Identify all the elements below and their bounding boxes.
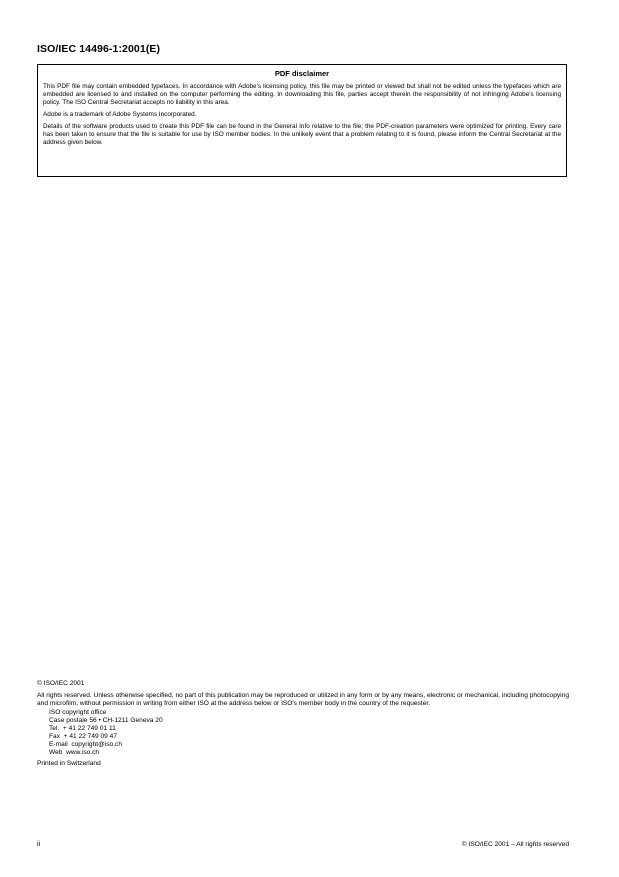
document-id-header: ISO/IEC 14496-1:2001(E) — [37, 43, 161, 55]
copyright-line: © ISO/IEC 2001 — [37, 680, 85, 687]
office-postal-address: Case postale 56 • CH-1211 Geneva 20 — [49, 717, 163, 725]
disclaimer-paragraph-details: Details of the software products used to create this PDF file can be found in the General Info relative to the file; the PDF-creation parameters were optimized for printing. Every care has been taken to ensure that the file is suitable for use by ISO member bodies. In the unlikely event that a problem relating to it is found, please inform the Central Secretariat at the address given below. — [43, 123, 561, 146]
rights-reserved-paragraph: All rights reserved. Unless otherwise specified, no part of this publication may be reproduced or utilized in any form or by any means, electronic or mechanical, including photocopying and microfilm, without permission in writing from either ISO at the address below or ISO's member body in the country of the requester. — [37, 692, 569, 708]
office-telephone: Tel. + 41 22 749 01 11 — [49, 725, 116, 733]
disclaimer-paragraph-typefaces: This PDF file may contain embedded typefaces. In accordance with Adobe's licensing policy, this file may be printed or viewed but shall not be edited unless the typefaces which are embedded are licensed to and installed on the computer performing the editing. In downloading this file, parties accept therein the responsibility of not infringing Adobe's licensing policy. The ISO Central Secretariat accepts no liability in this area. — [43, 83, 561, 106]
disclaimer-title: PDF disclaimer — [274, 69, 330, 78]
page-number: ii — [37, 841, 41, 848]
copyright-notice — [37, 680, 569, 768]
disclaimer-paragraph-trademark: Adobe is a trademark of Adobe Systems Incorporated. — [43, 111, 197, 118]
footer-rights: © ISO/IEC 2001 – All rights reserved — [461, 841, 569, 848]
copyright-office-address — [49, 709, 569, 757]
pdf-disclaimer-box — [37, 64, 567, 177]
office-web: Web www.iso.ch — [49, 749, 100, 757]
office-email: E-mail copyright@iso.ch — [49, 741, 123, 749]
office-fax: Fax + 41 22 749 09 47 — [49, 733, 118, 741]
office-name: ISO copyright office — [49, 709, 107, 717]
printed-in-line: Printed in Switzerland — [37, 760, 101, 768]
